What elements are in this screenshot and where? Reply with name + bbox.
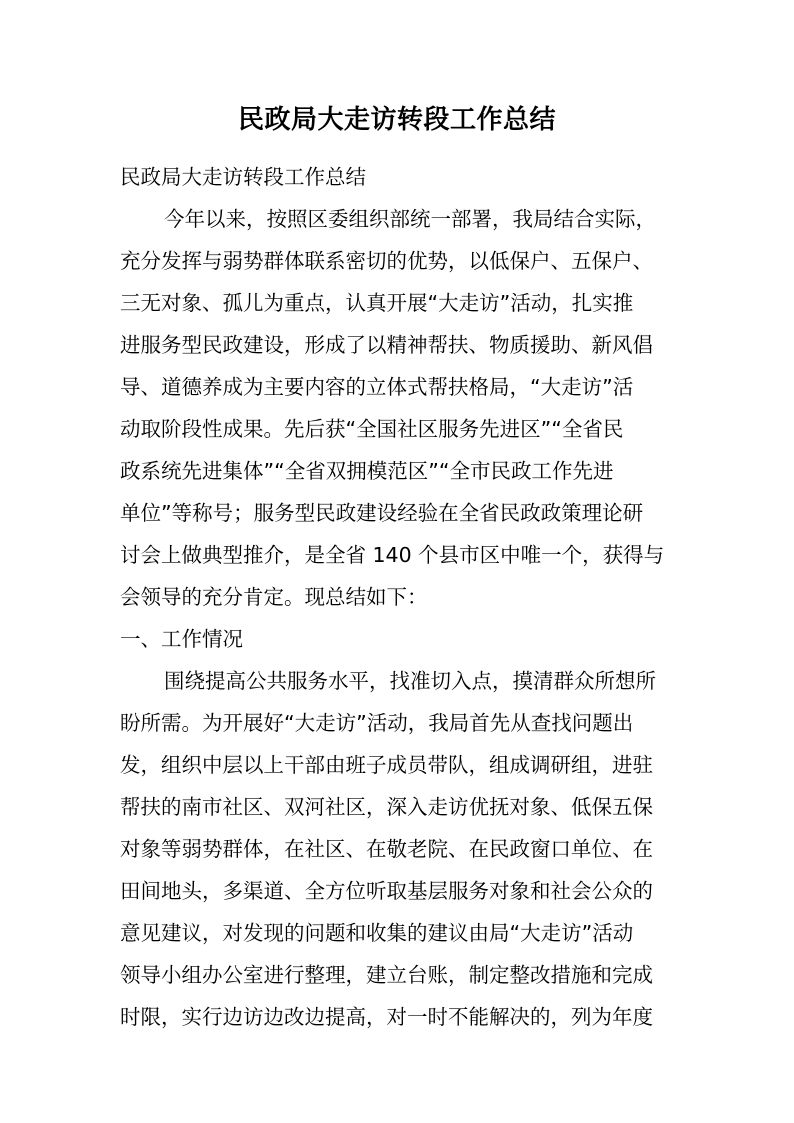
subtitle-line: 民政局大走访转段工作总结: [120, 165, 366, 189]
paragraph-line: 发，组织中层以上干部由班子成员带队，组成调研组，进驻: [120, 753, 653, 777]
paragraph-line: 今年以来，按照区委组织部统一部署，我局结合实际，: [164, 207, 656, 231]
paragraph-line: 动取阶段性成果。先后获“全国社区服务先进区”“全省民: [120, 417, 624, 441]
paragraph-line: 围绕提高公共服务水平，找准切入点，摸清群众所想所: [164, 669, 656, 693]
paragraph-line: 对象等弱势群体，在社区、在敬老院、在民政窗口单位、在: [120, 837, 653, 861]
paragraph-line: 进服务型民政建设，形成了以精神帮扶、物质援助、新风倡: [120, 333, 653, 357]
document-body: [120, 156, 690, 1038]
paragraph-line: 会领导的充分肯定。现总结如下：: [120, 585, 428, 609]
paragraph-line: 盼所需。为开展好“大走访”活动，我局首先从查找问题出: [120, 711, 634, 735]
paragraph-line: 单位”等称号；服务型民政建设经验在全省民政政策理论研: [120, 501, 644, 525]
paragraph-line: 帮扶的南市社区、双河社区，深入走访优抚对象、低保五保: [120, 795, 653, 819]
paragraph-line: 讨会上做典型推介，是全省 140 个县市区中唯一个，获得与: [120, 543, 665, 567]
paragraph-line: 政系统先进集体”“全省双拥模范区”“全市民政工作先进: [120, 459, 614, 483]
paragraph-line: 意见建议，对发现的问题和收集的建议由局“大走访”活动: [120, 921, 634, 945]
section-heading: 一、工作情况: [120, 627, 243, 651]
paragraph-line: 导、道德养成为主要内容的立体式帮扶格局，“大走访”活: [120, 375, 634, 399]
paragraph-line: 充分发挥与弱势群体联系密切的优势，以低保户、五保户、: [120, 249, 653, 273]
paragraph-line: 三无对象、孤儿为重点，认真开展“大走访”活动，扎实推: [120, 291, 634, 315]
paragraph-line: 领导小组办公室进行整理，建立台账，制定整改措施和完成: [120, 963, 653, 987]
document-title: 民政局大走访转段工作总结: [237, 105, 556, 135]
paragraph-line: 田间地头，多渠道、全方位听取基层服务对象和社会公众的: [120, 879, 653, 903]
paragraph-line: 时限，实行边访边改边提高，对一时不能解决的，列为年度: [120, 1005, 653, 1029]
